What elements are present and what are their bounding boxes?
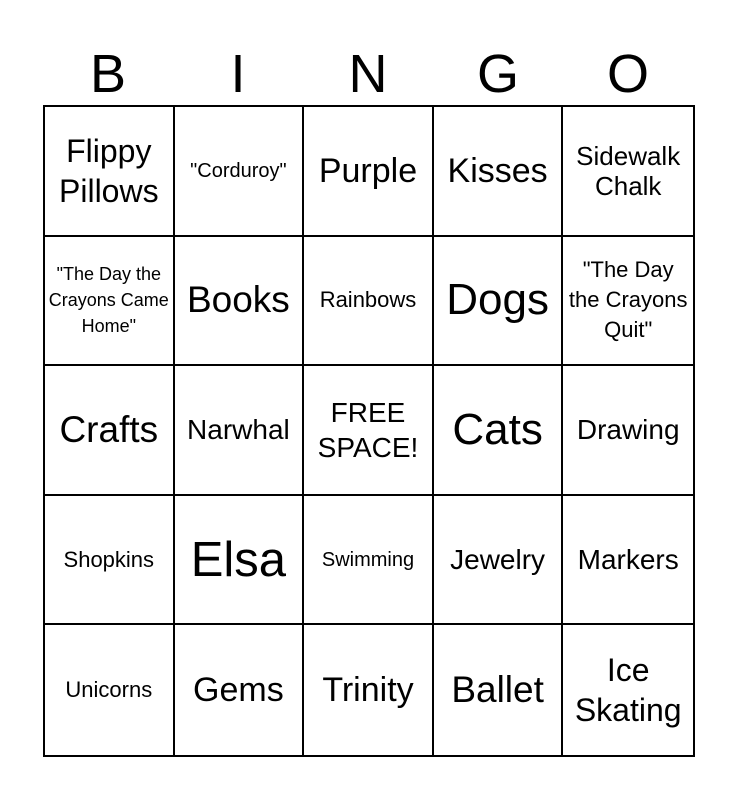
bingo-cell[interactable] [45,496,175,626]
cell-text: Ballet [451,669,544,711]
cell-text: Unicorns [65,677,153,703]
cell-text: Swimming [321,548,415,571]
cell-text: "Corduroy" [190,159,287,182]
bingo-cell[interactable] [304,107,434,237]
header-letter-i: I [230,44,246,104]
bingo-cell[interactable] [563,496,693,626]
bingo-cell[interactable] [45,366,175,496]
cell-text: Crafts [59,408,159,450]
cell-text: Cats [452,404,543,454]
bingo-header [43,44,693,104]
cell-text: Trinity [322,671,414,710]
bingo-cell[interactable] [175,625,305,755]
cell-text: Rainbows [319,287,417,313]
bingo-cell[interactable] [434,625,564,755]
bingo-board [43,105,695,757]
bingo-cell[interactable] [45,107,175,237]
bingo-cell[interactable] [434,496,564,626]
header-letter-b: B [89,44,127,104]
bingo-cell[interactable] [45,237,175,367]
bingo-cell[interactable] [563,625,693,755]
cell-text: "The Day the Crayons Came Home" [48,264,169,337]
bingo-cell[interactable] [434,107,564,237]
bingo-cell[interactable] [304,366,434,496]
bingo-cell[interactable] [304,496,434,626]
bingo-cell[interactable] [304,237,434,367]
header-letter-g: G [476,44,519,104]
header-letter-o: O [606,44,649,104]
cell-text: Sidewalk Chalk [576,140,681,201]
cell-text: Elsa [190,532,287,587]
cell-text: Markers [577,544,679,576]
bingo-cell[interactable] [304,625,434,755]
bingo-cell[interactable] [175,366,305,496]
bingo-cell[interactable] [434,237,564,367]
cell-text: "The Day the Crayons Quit" [568,257,688,343]
bingo-cell[interactable] [563,107,693,237]
cell-text: Dogs [446,275,549,325]
cell-text: FREE SPACE! [317,396,419,463]
cell-text: Purple [318,151,418,190]
cell-text: Drawing [576,414,680,446]
cell-text: Jewelry [450,544,546,576]
cell-text: Kisses [447,151,548,190]
cell-text: Books [186,279,290,321]
cell-text: Ice Skating [574,652,682,729]
bingo-cell[interactable] [563,366,693,496]
bingo-cell[interactable] [434,366,564,496]
bingo-cell[interactable] [45,625,175,755]
header-letter-n: N [348,44,388,104]
bingo-cell[interactable] [175,107,305,237]
bingo-cell[interactable] [175,237,305,367]
bingo-cell[interactable] [563,237,693,367]
cell-text: Flippy Pillows [59,132,159,209]
cell-text: Narwhal [187,414,290,446]
cell-text: Gems [193,671,284,710]
cell-text: Shopkins [63,546,155,572]
bingo-cell[interactable] [175,496,305,626]
